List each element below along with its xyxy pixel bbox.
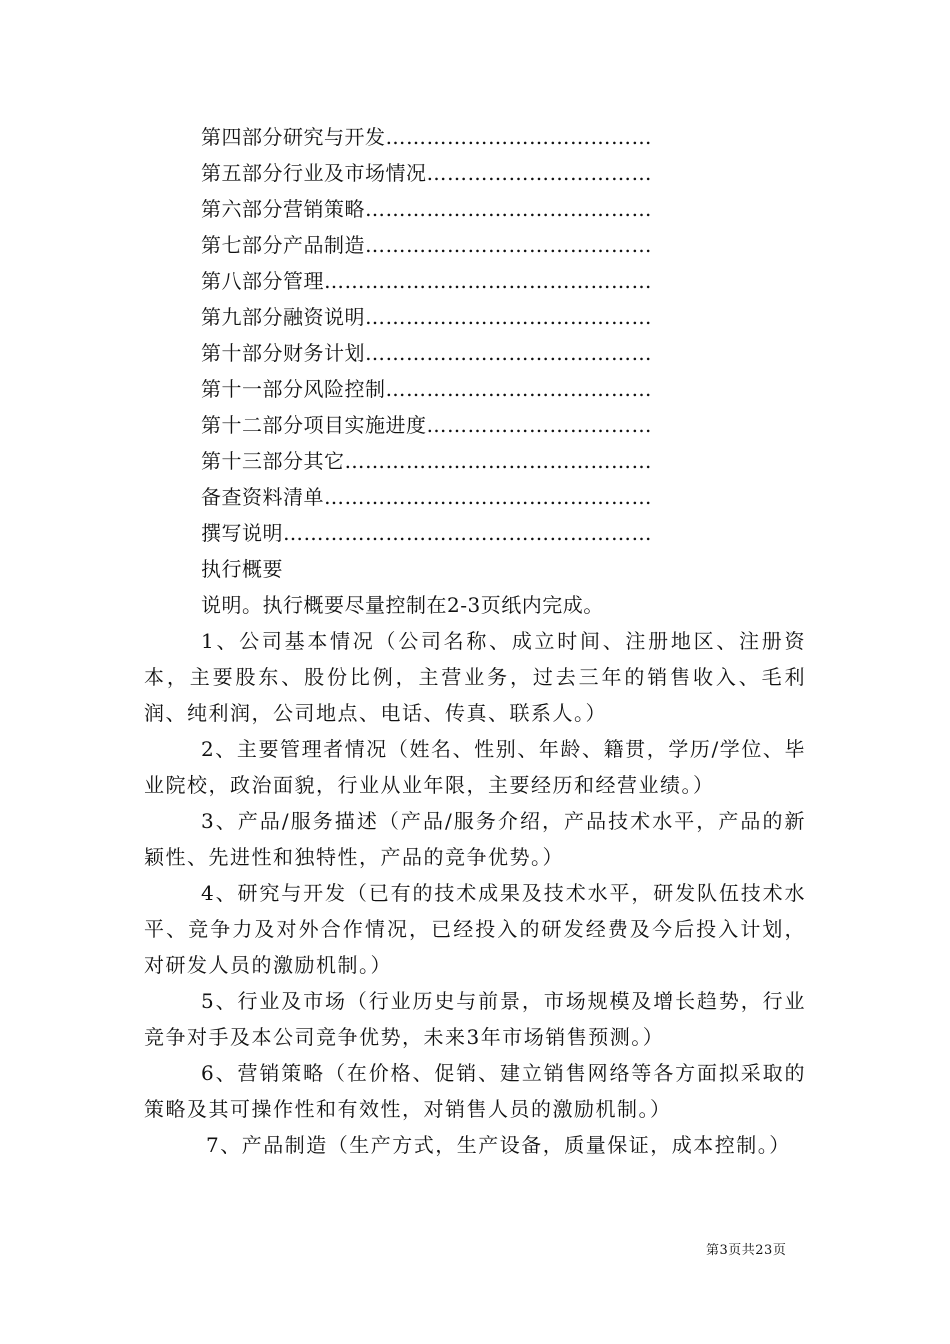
section-heading: 执行概要 bbox=[201, 557, 283, 581]
toc-item-part-7: 第七部分产品制造…………………………………… bbox=[201, 233, 652, 257]
paragraph-industry-market: 5、行业及市场（行业历史与前景，市场规模及增长趋势，行业竞争对手及本公司竞争优势，未来3年市场销售预测。） bbox=[144, 989, 806, 1049]
executive-summary bbox=[144, 551, 806, 1163]
section-note: 说明。执行概要尽量控制在2-3页纸内完成。 bbox=[201, 593, 604, 617]
paragraph-research: 4、研究与开发（已有的技术成果及技术水平，研发队伍技术水平、竞争力及对外合作情况，已经投入的研发经费及今后投入计划，对研发人员的激励机制。） bbox=[144, 881, 806, 977]
toc-item-reference-list: 备查资料清单………………………………………… bbox=[201, 485, 652, 509]
paragraph-marketing: 6、营销策略（在价格、促销、建立销售网络等各方面拟采取的策略及其可操作性和有效性，对销售人员的激励机制。） bbox=[144, 1061, 806, 1121]
toc-item-part-9: 第九部分融资说明…………………………………… bbox=[201, 305, 652, 329]
toc-item-part-8: 第八部分管理………………………………………… bbox=[201, 269, 652, 293]
toc-item-part-13: 第十三部分其它……………………………………… bbox=[201, 449, 652, 473]
paragraph-company-info: 1、公司基本情况（公司名称、成立时间、注册地区、注册资本，主要股东、股份比例，主营业务，过去三年的销售收入、毛利润、纯利润，公司地点、电话、传真、联系人。） bbox=[144, 629, 806, 725]
toc-item-writing-notes: 撰写说明……………………………………………… bbox=[201, 521, 652, 545]
toc-item-part-12: 第十二部分项目实施进度…………………………… bbox=[201, 413, 652, 437]
toc-item-part-4: 第四部分研究与开发………………………………… bbox=[201, 125, 652, 149]
toc-item-part-5: 第五部分行业及市场情况…………………………… bbox=[201, 161, 652, 185]
page-number-footer: 第3页共23页 bbox=[706, 1243, 787, 1258]
table-of-contents bbox=[201, 119, 821, 551]
paragraph-manufacturing: 7、产品制造（生产方式，生产设备，质量保证，成本控制。） bbox=[206, 1133, 791, 1157]
toc-item-part-10: 第十部分财务计划…………………………………… bbox=[201, 341, 652, 365]
paragraph-products: 3、产品/服务描述（产品/服务介绍，产品技术水平，产品的新颖性、先进性和独特性，产品的竞争优势。） bbox=[144, 809, 806, 869]
toc-item-part-6: 第六部分营销策略…………………………………… bbox=[201, 197, 652, 221]
paragraph-management: 2、主要管理者情况（姓名、性别、年龄、籍贯，学历/学位、毕业院校，政治面貌，行业从业年限，主要经历和经营业绩。） bbox=[144, 737, 806, 797]
toc-item-part-11: 第十一部分风险控制………………………………… bbox=[201, 377, 652, 401]
